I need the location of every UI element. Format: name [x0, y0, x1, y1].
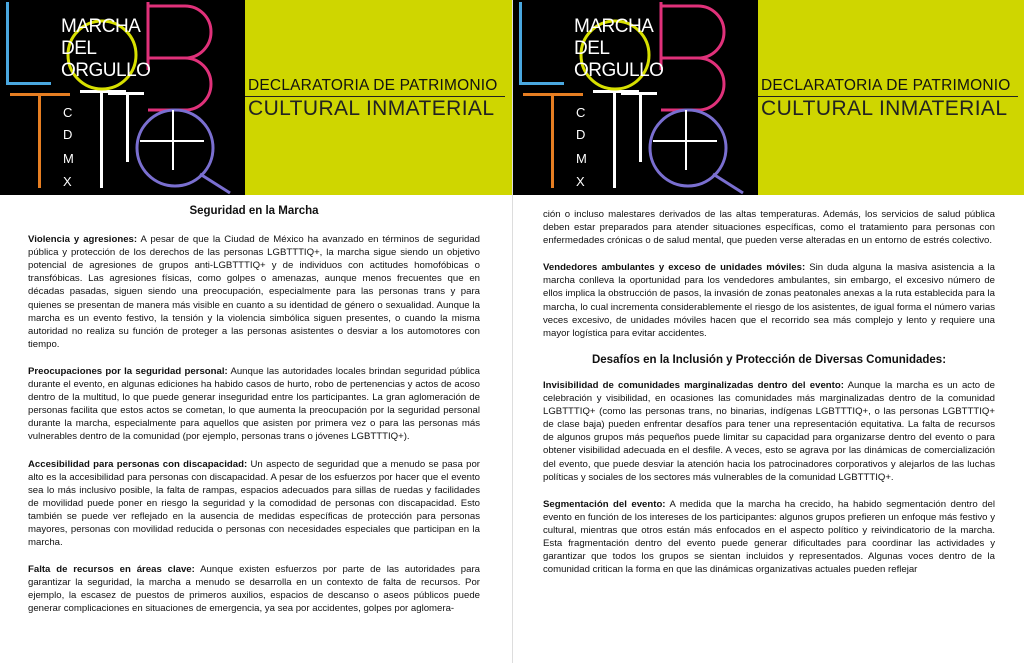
logo-title-line1: MARCHA: [574, 16, 654, 37]
paragraph-invisibilidad: [543, 379, 995, 484]
logo-city-m: M: [576, 151, 587, 166]
banner: [513, 0, 1024, 195]
section-title: Desafíos en la Inclusión y Protección de Diversas Comunidades:: [591, 353, 947, 366]
paragraph-text: Sin duda alguna la masiva asistencia a la marcha conlleva la oportunidad para los vendedores ambulantes, sin embargo, el excesivo número de ellos implica la obstrucción de pasos, la invasión de zonas peatonales anexas a la ruta establecida para la marcha, lo cual incrementa considerablemente el riesgo de los asistentes, de igual forma el número varias veces excesivo, de unidades móviles hacen que el recorrido sea más complejo y lento y requiere una mayor logística para evitar accidentes.: [543, 262, 995, 339]
logo-title-line2: DEL: [61, 38, 97, 59]
paragraph-lead: Violencia y agresiones:: [28, 234, 138, 246]
declaratoria-line2: CULTURAL INMATERIAL: [248, 97, 495, 120]
paragraph-text: Aunque las autoridades locales brindan seguridad pública durante el evento, en algunas ediciones ha habido casos de hurto, robo de pertenencias y actos de acoso dentro de la multitud, lo que puede generar inseguridad entre los participantes. La gran aglomeración de personas facilita que estos actos se cometan, lo que aumenta la preocupación por la seguridad personal durante la marcha, especialmente para aquellos que asisten por primera vez o para las personas más vulnerables dentro de la comunidad (por ejemplo, personas trans o jóvenes LGBTTTIQ+).: [28, 365, 480, 443]
paragraph-text: Aunque la marcha es un acto de celebración y visibilidad, en ocasiones las comunidades más marginalizadas dentro de la comunidad LGBTTTIQ+ (como las personas trans, no binarias, indígenas LGBTTTIQ+, o las personas LGBTTTIQ+ de clase baja) pueden enfrentar desafíos para tener una representación equitativa. La falta de recursos de algunos grupos más pequeños puede limitar su capacidad para organizarse dentro del evento o para obtener visibilidad adecuada en el desfile. A veces, esto se agrava por las dinámicas de comercialización del evento, que puede desviar la atención hacia los patrocinadores corporativos y alejarlos de las luchas políticas y sociales de los sectores más vulnerables de la comunidad LGBTTTIQ+.: [543, 379, 995, 483]
logo-city-m: M: [63, 151, 74, 166]
logo-title-line3: ORGULLO: [61, 60, 151, 81]
logo-city-c: C: [63, 105, 73, 120]
paragraph-seguridad-personal: [28, 365, 480, 444]
logo-city-x: X: [63, 174, 72, 189]
paragraph-text: A medida que la marcha ha crecido, ha habido segmentación dentro del evento en función de los intereses de los participantes: algunos grupos prefieren un enfoque más festivo y cultural, mientras que otros están más enfocados en el aspecto político y reivindicatorio de la marcha. Esta fragmentación dentro del evento puede generar dificultades para coordinar las actividades y garantizar que todos los grupos se sientan incluidos y representados. Algunas voces dentro de la comunidad critican la forma en que las dinámicas organizativas actuales pueden reflejar: [543, 498, 995, 576]
paragraph-lead: Vendedores ambulantes y exceso de unidades móviles:: [543, 262, 806, 274]
paragraph-lead: Falta de recursos en áreas clave:: [28, 564, 195, 576]
right-content: [543, 208, 995, 590]
paragraph-text: Un aspecto de seguridad que a menudo se pasa por alto es la accesibilidad para personas con discapacidad. A pesar de los esfuerzos por hacer que el evento sea lo más inclusivo posible, la falta de rampas, espacios adecuados para sillas de ruedas y facilidades de movilidad puede poner en riesgo la seguridad y la comodidad de personas con discapacidad. Esto también se puede ver reflejado en la ausencia de medidas específicas de protección para personas mayores, personas con movilidad reducida o personas con necesidades especiales que participan en la marcha.: [28, 458, 480, 549]
logo-title-line3: ORGULLO: [574, 60, 664, 81]
paragraph-vendedores: [543, 261, 995, 340]
paragraph-segmentacion: [543, 498, 995, 577]
paragraph-recursos: [28, 563, 480, 615]
logo-box: [0, 0, 245, 195]
declaratoria-line1: DECLARATORIA DE PATRIMONIO: [761, 77, 1011, 94]
banner: [0, 0, 512, 195]
logo-box: [513, 0, 758, 195]
paragraph-text: A pesar de que la Ciudad de México ha avanzado en términos de seguridad pública y protección de los derechos de las personas LGBTTTIQ+, la marcha sigue siendo un objetivo potencial de agresiones de grupos anti-LGBTTTIQ+ y de individuos con actitudes homofóbicas o transfóbicas. Las agresiones físicas, como golpes o amenazas, aunque menos frecuentes que en décadas pasadas, siguen siendo una preocupación, especialmente para las personas trans y para quienes se presentan de manera más visible en cuanto a su identidad de género o sexualidad. Aunque la marcha es un evento festivo, la tensión y la violencia simbólica siguen presentes, o cuando la misma autoridad no realiza su función de proteger a las personas asistentes o desviar a los automotores con tiempo.: [28, 234, 480, 350]
logo-title-line1: MARCHA: [61, 16, 141, 37]
paragraph-accesibilidad: [28, 458, 480, 550]
section-title: Seguridad en la Marcha: [189, 205, 319, 217]
paragraph-lead: Segmentación del evento:: [543, 498, 666, 510]
paragraph-continuation: ción o incluso malestares derivados de las altas temperaturas. Además, los servicios de salud pública deben estar preparados para atender situaciones específicas, como el tratamiento para personas con enfermedades crónicas o de salud mental, que pueden verse alteradas en un entorno de estrés colectivo.: [543, 209, 995, 247]
paragraph-lead: Preocupaciones por la seguridad personal:: [28, 365, 228, 377]
declaratoria-line1: DECLARATORIA DE PATRIMONIO: [248, 77, 498, 94]
paragraph-lead: Accesibilidad para personas con discapacidad:: [28, 458, 248, 470]
paragraph-violencia: [28, 233, 480, 351]
paragraph-lead: Invisibilidad de comunidades marginalizadas dentro del evento:: [543, 379, 844, 391]
logo-city-d: D: [576, 127, 586, 142]
logo-city-x: X: [576, 174, 585, 189]
left-content: [28, 200, 480, 630]
logo-city-d: D: [63, 127, 73, 142]
right-page: [512, 0, 1024, 663]
declaratoria-line2: CULTURAL INMATERIAL: [761, 97, 1008, 120]
logo-city-c: C: [576, 105, 586, 120]
logo-title-line2: DEL: [574, 38, 610, 59]
paragraph-text: Aunque existen esfuerzos por parte de las autoridades para garantizar la seguridad, la marcha a menudo se desarrolla en un contexto de falta de recursos. Por ejemplo, la escasez de puestos de primeros auxilios, espacios de descanso o aseos públicos puede generar complicaciones en situaciones de emergencia, ya sea por accidentes, golpes por aglomera-: [28, 564, 480, 615]
